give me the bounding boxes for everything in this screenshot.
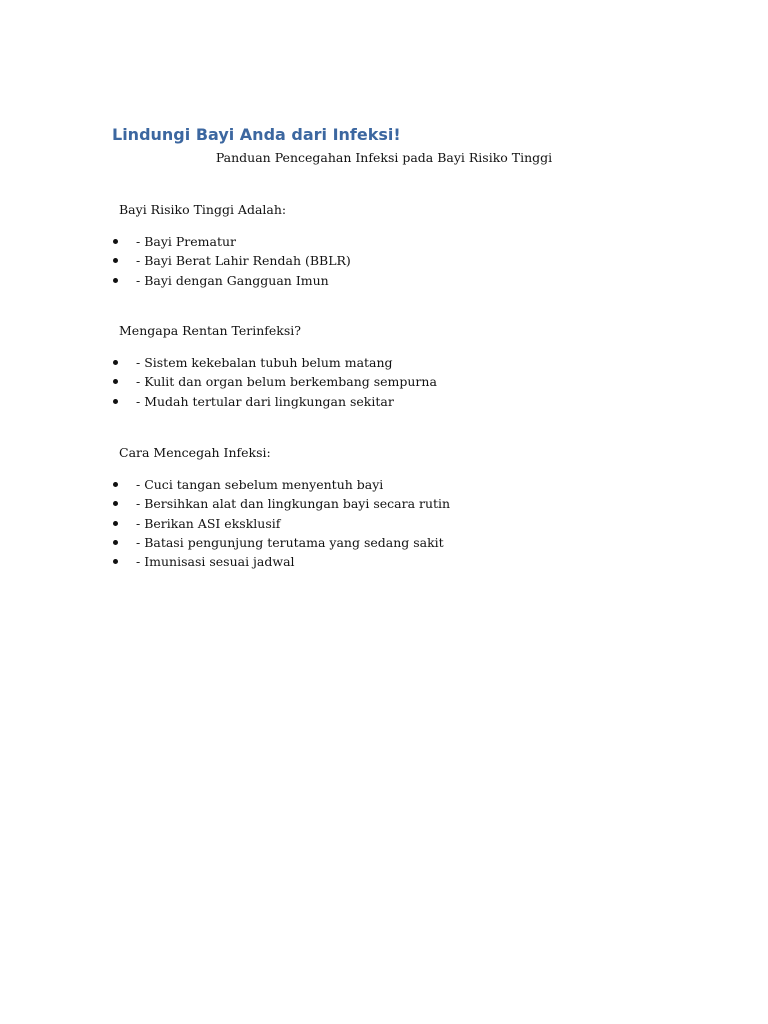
section-heading: Bayi Risiko Tinggi Adalah: <box>119 202 287 217</box>
bullet-icon <box>113 399 118 404</box>
bullet-icon <box>113 540 118 545</box>
section-high-risk-babies <box>112 202 672 290</box>
bullet-list <box>112 475 672 571</box>
bullet-icon <box>113 278 118 283</box>
bullet-icon <box>113 521 118 526</box>
list-item <box>112 392 672 411</box>
list-item-text: - Batasi pengunjung terutama yang sedang sakit <box>136 534 444 550</box>
list-item-text: - Bayi Berat Lahir Rendah (BBLR) <box>136 253 351 269</box>
list-item-text: - Kulit dan organ belum berkembang sempurna <box>136 374 437 390</box>
bullet-list <box>112 232 672 290</box>
list-item-text: - Bayi Prematur <box>136 234 237 249</box>
list-item <box>112 475 672 494</box>
bullet-icon <box>113 258 118 263</box>
section-prevention <box>112 445 672 571</box>
section-heading: Mengapa Rentan Terinfeksi? <box>119 323 301 338</box>
list-item-text: - Berikan ASI eksklusif <box>136 515 281 531</box>
bullet-icon <box>113 379 118 384</box>
list-item-text: - Bayi dengan Gangguan Imun <box>136 272 329 288</box>
list-item <box>112 251 672 270</box>
section-heading: Cara Mencegah Infeksi: <box>119 445 271 460</box>
list-item <box>112 533 672 552</box>
section-why-vulnerable <box>112 323 672 411</box>
list-item <box>112 552 672 571</box>
list-item <box>112 271 672 290</box>
bullet-icon <box>113 239 118 244</box>
bullet-icon <box>113 360 118 365</box>
document-title: Lindungi Bayi Anda dari Infeksi! <box>112 125 401 144</box>
bullet-list <box>112 353 672 411</box>
list-item <box>112 494 672 513</box>
bullet-icon <box>113 559 118 564</box>
list-item-text: - Sistem kekebalan tubuh belum matang <box>136 355 393 370</box>
bullet-icon <box>113 482 118 487</box>
list-item <box>112 353 672 372</box>
list-item <box>112 372 672 391</box>
list-item-text: - Bersihkan alat dan lingkungan bayi secara rutin <box>136 496 451 512</box>
list-item-text: - Mudah tertular dari lingkungan sekitar <box>136 393 394 409</box>
document-subtitle: Panduan Pencegahan Infeksi pada Bayi Risiko Tinggi <box>215 150 553 165</box>
list-item-text: - Cuci tangan sebelum menyentuh bayi <box>136 477 384 492</box>
list-item <box>112 232 672 251</box>
list-item-text: - Imunisasi sesuai jadwal <box>136 554 295 570</box>
list-item <box>112 514 672 533</box>
bullet-icon <box>113 501 118 506</box>
